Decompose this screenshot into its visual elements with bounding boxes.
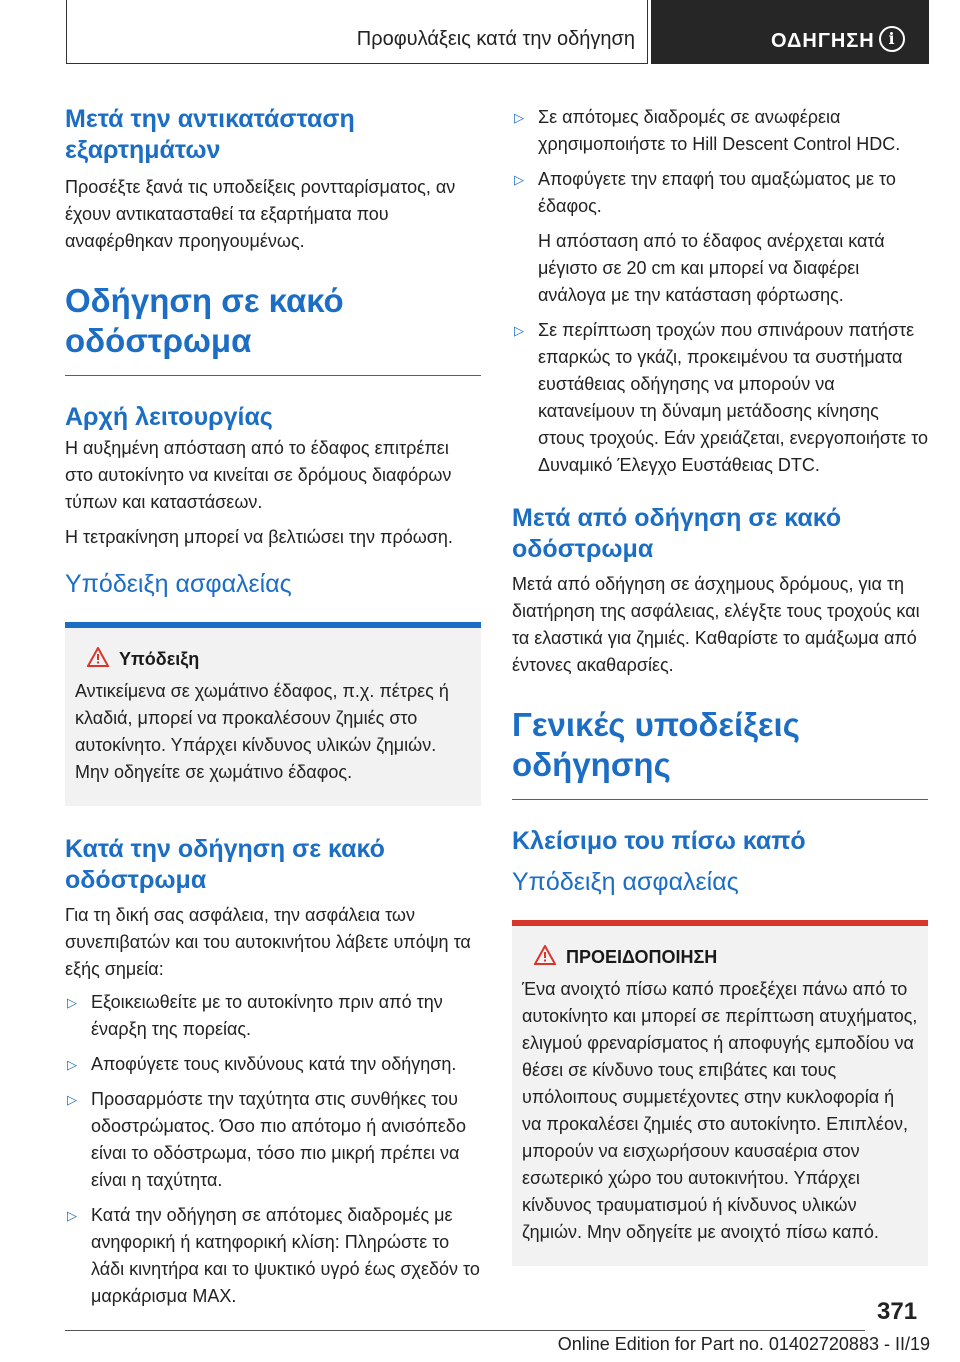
warning-text: Ένα ανοιχτό πίσω καπό προεξέχει πάνω από το αυτοκίνητο και μπορεί σε περίπτωση ατυχήματος, ελιγμού φρεναρίσματος ή αποφυγής εμποδίου να θέσει σε κίνδυνο τους επιβάτες και τους υπόλοιπους συμμετέχοντες στην κυκλοφορία ή να προκαλέσει ζημιές στο αυτοκίνητο. Επιπλέον, μπορούν να εισχωρήσουν καυσαέρια στον εσωτερικό χώρο του αυτοκινήτου. Υπάρχει κίνδυνος τραυματισμού ή κίνδυνος υλικών ζημιών. Μην οδηγείτε με ανοιχτό πίσω καπό. — [522, 979, 918, 1242]
note-title-text: Υπόδειξη — [119, 649, 200, 669]
list-item: ▷ Σε απότομες διαδρομές σε ανωφέρεια χρησιμοποιήστε το Hill Descent Control HDC. — [512, 104, 928, 158]
list-item: ▷ Κατά την οδήγηση σε απότομες διαδρομές με ανηφορική ή κατηφορική κλίση: Πληρώστε το λάδι κινητήρα και το ψυκτικό υγρό έως σχεδόν το μαρκάρισμα MAX. — [65, 1202, 481, 1310]
warning-title — [522, 942, 918, 972]
heading-safety-2: Υπόδειξη ασφαλείας — [512, 868, 739, 896]
heading-general: Γενικές υποδείξεις οδήγησης — [512, 705, 928, 800]
triangle-right-icon: ▷ — [67, 1057, 77, 1072]
left-column — [65, 104, 481, 1310]
page-number: 371 — [877, 1298, 918, 1325]
warning-icon — [87, 647, 109, 667]
footer-edition: Online Edition for Part no. 01402720883 - II/19 — [557, 1334, 930, 1354]
list-item: ▷ Αποφύγετε τους κινδύνους κατά την οδήγηση. — [65, 1051, 481, 1078]
para-principle-1: Η αυξημένη απόσταση από το έδαφος επιτρέπει στο αυτοκίνητο να κινείται σε δρόμους διαφόρων τύπων και καταστάσεων. — [65, 438, 452, 512]
triangle-right-icon: ▷ — [67, 1208, 77, 1223]
list-item: ▷ Εξοικειωθείτε με το αυτοκίνητο πριν από την έναρξη της πορείας. — [65, 989, 481, 1043]
warning-icon — [534, 945, 556, 965]
sub-para-clearance: Η απόσταση από το έδαφος ανέρχεται κατά μέγιστο σε 20 cm και μπορεί να διαφέρει ανάλογα με την κατάσταση φόρτωσης. — [538, 231, 885, 305]
list-item: ▷ Σε περίπτωση τροχών που σπινάρουν πατήστε επαρκώς το γκάζι, προκειμένου τα συστήματα ευστάθειας οδήγησης να μπορούν να κατανείμουν τη δύναμη μετάδοσης κίνησης στους τροχούς. Εάν χρειάζεται, ενεργοποιήστε το Δυναμικό Έλεγχο Ευστάθειας DTC. — [512, 317, 928, 479]
para-parts: Προσέξτε ξανά τις υποδείξεις ροντταρίσματος, αν έχουν αντικατασταθεί τα εξαρτήματα που αναφέρθηκαν προηγουμένως. — [65, 177, 456, 251]
heading-bad-road: Οδήγηση σε κακό οδόστρωμα — [65, 281, 481, 376]
note-box — [65, 622, 481, 806]
note-text: Αντικείμενα σε χωμάτινο έδαφος, π.χ. πέτρες ή κλαδιά, μπορεί να προκαλέσουν ζημιές στο αυτοκίνητο. Υπάρχει κίνδυνος υλικών ζημιών. Μην οδηγείτε σε χωμάτινο έδαφος. — [75, 681, 449, 782]
heading-safety: Υπόδειξη ασφαλείας — [65, 570, 292, 598]
warning-title-text: ΠΡΟΕΙΔΟΠΟΙΗΣΗ — [566, 947, 718, 967]
para-during: Για τη δική σας ασφάλεια, την ασφάλεια των συνεπιβατών και του αυτοκινήτου λάβετε υπόψη τα εξής σημεία: — [65, 905, 471, 979]
list-item: ▷ Προσαρμόστε την ταχύτητα στις συνθήκες του οδοστρώματος. Όσο πιο απότομο ή ανισόπεδο είναι το οδόστρωμα, τόσο πιο μικρή πρέπει να είναι η ταχύτητα. — [65, 1086, 481, 1194]
header-section-title: Προφυλάξεις κατά την οδήγηση — [66, 0, 648, 64]
header-chapter — [651, 0, 929, 64]
heading-trunk: Κλείσιμο του πίσω καπό — [512, 827, 806, 855]
chapter-label: ΟΔΗΓΗΣΗ — [771, 30, 875, 52]
heading-principle: Αρχή λειτουργίας — [65, 403, 273, 431]
right-list-2 — [512, 317, 928, 479]
heading-after: Μετά από οδήγηση σε κακό οδόστρωμα — [512, 504, 842, 563]
para-principle-2: Η τετρακίνηση μπορεί να βελτιώσει την πρόωση. — [65, 527, 453, 547]
info-icon: i — [879, 26, 905, 52]
right-list — [512, 104, 928, 220]
warning-box — [512, 920, 928, 1266]
para-after: Μετά από οδήγηση σε άσχημους δρόμους, για τη διατήρηση της ασφάλειας, ελέγξτε τους τροχούς και τα ελαστικά για ζημιές. Καθαρίστε το αμάξωμα από έντονες ακαθαρσίες. — [512, 574, 920, 675]
list-item: ▷ Αποφύγετε την επαφή του αμαξώματος με το έδαφος. — [512, 166, 928, 220]
right-column — [512, 104, 928, 1266]
triangle-right-icon: ▷ — [514, 323, 524, 338]
heading-during: Κατά την οδήγηση σε κακό οδόστρωμα — [65, 835, 385, 894]
triangle-right-icon: ▷ — [67, 995, 77, 1010]
footer-divider — [65, 1330, 865, 1331]
heading-after-parts: Μετά την αντικατάσταση εξαρτημάτων — [65, 105, 355, 164]
triangle-right-icon: ▷ — [514, 110, 524, 125]
note-title — [75, 644, 471, 674]
during-list — [65, 989, 481, 1310]
triangle-right-icon: ▷ — [514, 172, 524, 187]
triangle-right-icon: ▷ — [67, 1092, 77, 1107]
